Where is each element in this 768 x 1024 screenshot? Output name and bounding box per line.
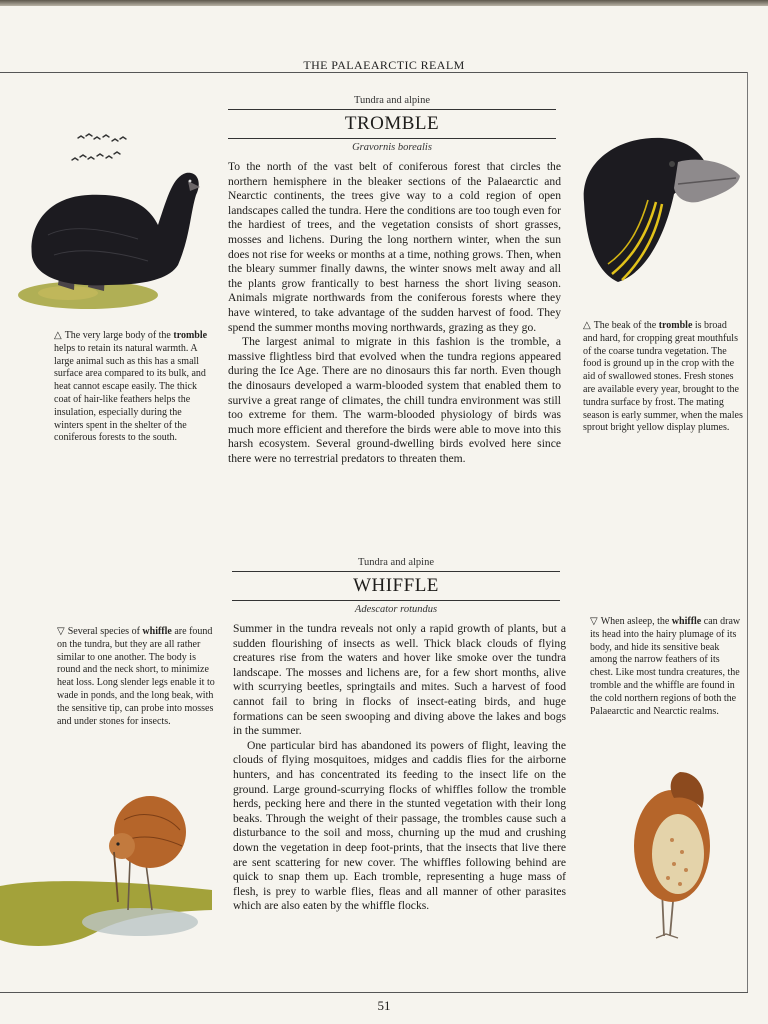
tromble-paragraph-2: The largest animal to migrate in this fashion is the tromble, a massive flightless bird that evolved when the tundra regions appeared during the Ice Age. There are no dinosaurs this far north. Even though the dinosaurs developed a warm-blooded system that enabled them to survive a great range of climates, the chill tundra environment was still too extreme for them. The warm-blooded physiology of birds was much more efficient and therefore the birds were able to move into this harsh ecosystem. Several ground-dwelling birds evolved here since there were no terrestrial predators to threaten them. (228, 335, 561, 465)
divider (232, 600, 560, 601)
frame-rule-bottom (0, 992, 748, 993)
whiffle-caption-left: ▽ Several species of whiffle are found on the tundra, but they are all rather similar to one another. The body is round and the neck short, to minimize heat loss. Long slender legs enable it to wade in ponds, and the long beak, with the sensitive tip, can probe into mosses and under stones for insects. (57, 626, 215, 727)
divider (228, 109, 556, 110)
whiffle-paragraph-1: Summer in the tundra reveals not only a rapid growth of plants, but a sudden flourishing of insects as well. Thick black clouds of flying creatures rise from the waters and hover like smoke over the tundra landscape. The mosses and lichens are, for a few short months, alive with scurrying beetles, springtails and mites. Such a harvest of food cannot fail to bring in flocks of insect-eating birds, and huge formations can be seen swooping and diving above the lakes and bogs in the summer. (233, 622, 566, 738)
triangle-down-icon: ▽ (57, 626, 65, 637)
tromble-illustration (18, 165, 208, 325)
whiffle-body (233, 622, 566, 914)
frame-rule-right (747, 72, 748, 992)
triangle-down-icon: ▽ (590, 616, 598, 627)
divider (228, 138, 556, 139)
triangle-up-icon: △ (54, 330, 62, 341)
tromble-body (228, 160, 561, 466)
whiffle-heading (232, 556, 560, 617)
triangle-up-icon: △ (583, 320, 591, 331)
whiffle-caption-right: ▽ When asleep, the whiffle can draw its head into the hairy plumage of its body, and hide its sensitive beak among the narrow feathers of its chest. Like most tundra creatures, the tromble and the whiffle are found in the cold northern regions of both the Palaearctic and Nearctic realms. (590, 616, 741, 717)
whiffle-title: WHIFFLE (353, 575, 439, 596)
whiffle-wading-illustration (0, 790, 215, 955)
whiffle-latin-name: Adescator rotundus (354, 604, 438, 615)
frame-rule-top (0, 72, 748, 73)
divider (232, 571, 560, 572)
page-number: 51 (377, 998, 391, 1013)
whiffle-sleeping-illustration (628, 760, 720, 950)
tromble-head-illustration (578, 132, 746, 292)
whiffle-paragraph-2: One particular bird has abandoned its powers of flight, leaving the clouds of flying mosquitoes, midges and caddis flies for the airborne hunters, and has concentrated its feeding to the insect life on the ground. Large ground-scurrying flocks of whiffles follow the tromble herds, pecking here and there in the stunted vegetation with their long beaks. Through the weight of their passage, the trombles cause such a disturbance to the soil and moss, churning up the mud and crushing down the vegetation in deep foot-prints, that the insects that live there are sent scattering for new cover. The whiffles following behind are quick to snap them up. Each tromble, representing a huge mass of flesh, is prey to warble flies, fleas and all manner of other parasites which are also eaten by the whiffle flocks. (233, 738, 566, 913)
tromble-caption-left: △ The very large body of the tromble helps to retain its natural warmth. A large animal such as this has a small surface area compared to its bulk, and heat cannot escape easily. The thick coat of hair-like feathers helps the insulation, especially during the winters spent in the shelter of the coniferous forests to the south. (54, 330, 208, 444)
tromble-caption-right: △ The beak of the tromble is broad and hard, for cropping great mouthfuls of the coarse tundra vegetation. The food is ground up in the crop with the aid of swallowed stones. Fresh stones are available every year, brought to the tundra surface by frost. The mating season is early summer, when the males sprout bright yellow display plumes. (583, 320, 743, 434)
tromble-latin-name: Gravornis borealis (352, 142, 432, 153)
whiffle-category: Tundra and alpine (357, 557, 435, 568)
tromble-title: TROMBLE (344, 113, 440, 134)
tromble-paragraph-1: To the north of the vast belt of coniferous forest that circles the northern hemisphere in the bleaker sections of the Palaearctic and Nearctic continents, the trees give way to a cold region of open landscapes called the tundra. Here the conditions are too tough even for the hardiest of trees, and the vegetation consists of short grasses, mosses and lichens. During the long northern winter, when the sun does not rise for weeks or months at a time, nothing grows. Then, when the bleary summer finally dawns, the winter snows melt away and all the plants grow frantically to best harness the short living season. Animals migrate northwards from the coniferous forests where they have wintered, to take advantage of the sudden harvest of food. They spend the summer months moving northwards, grazing as they go. (228, 160, 561, 334)
tromble-category: Tundra and alpine (353, 95, 431, 106)
tromble-heading (228, 94, 556, 155)
page-top-edge (0, 0, 768, 6)
running-title: THE PALAEARCTIC REALM (303, 58, 465, 72)
